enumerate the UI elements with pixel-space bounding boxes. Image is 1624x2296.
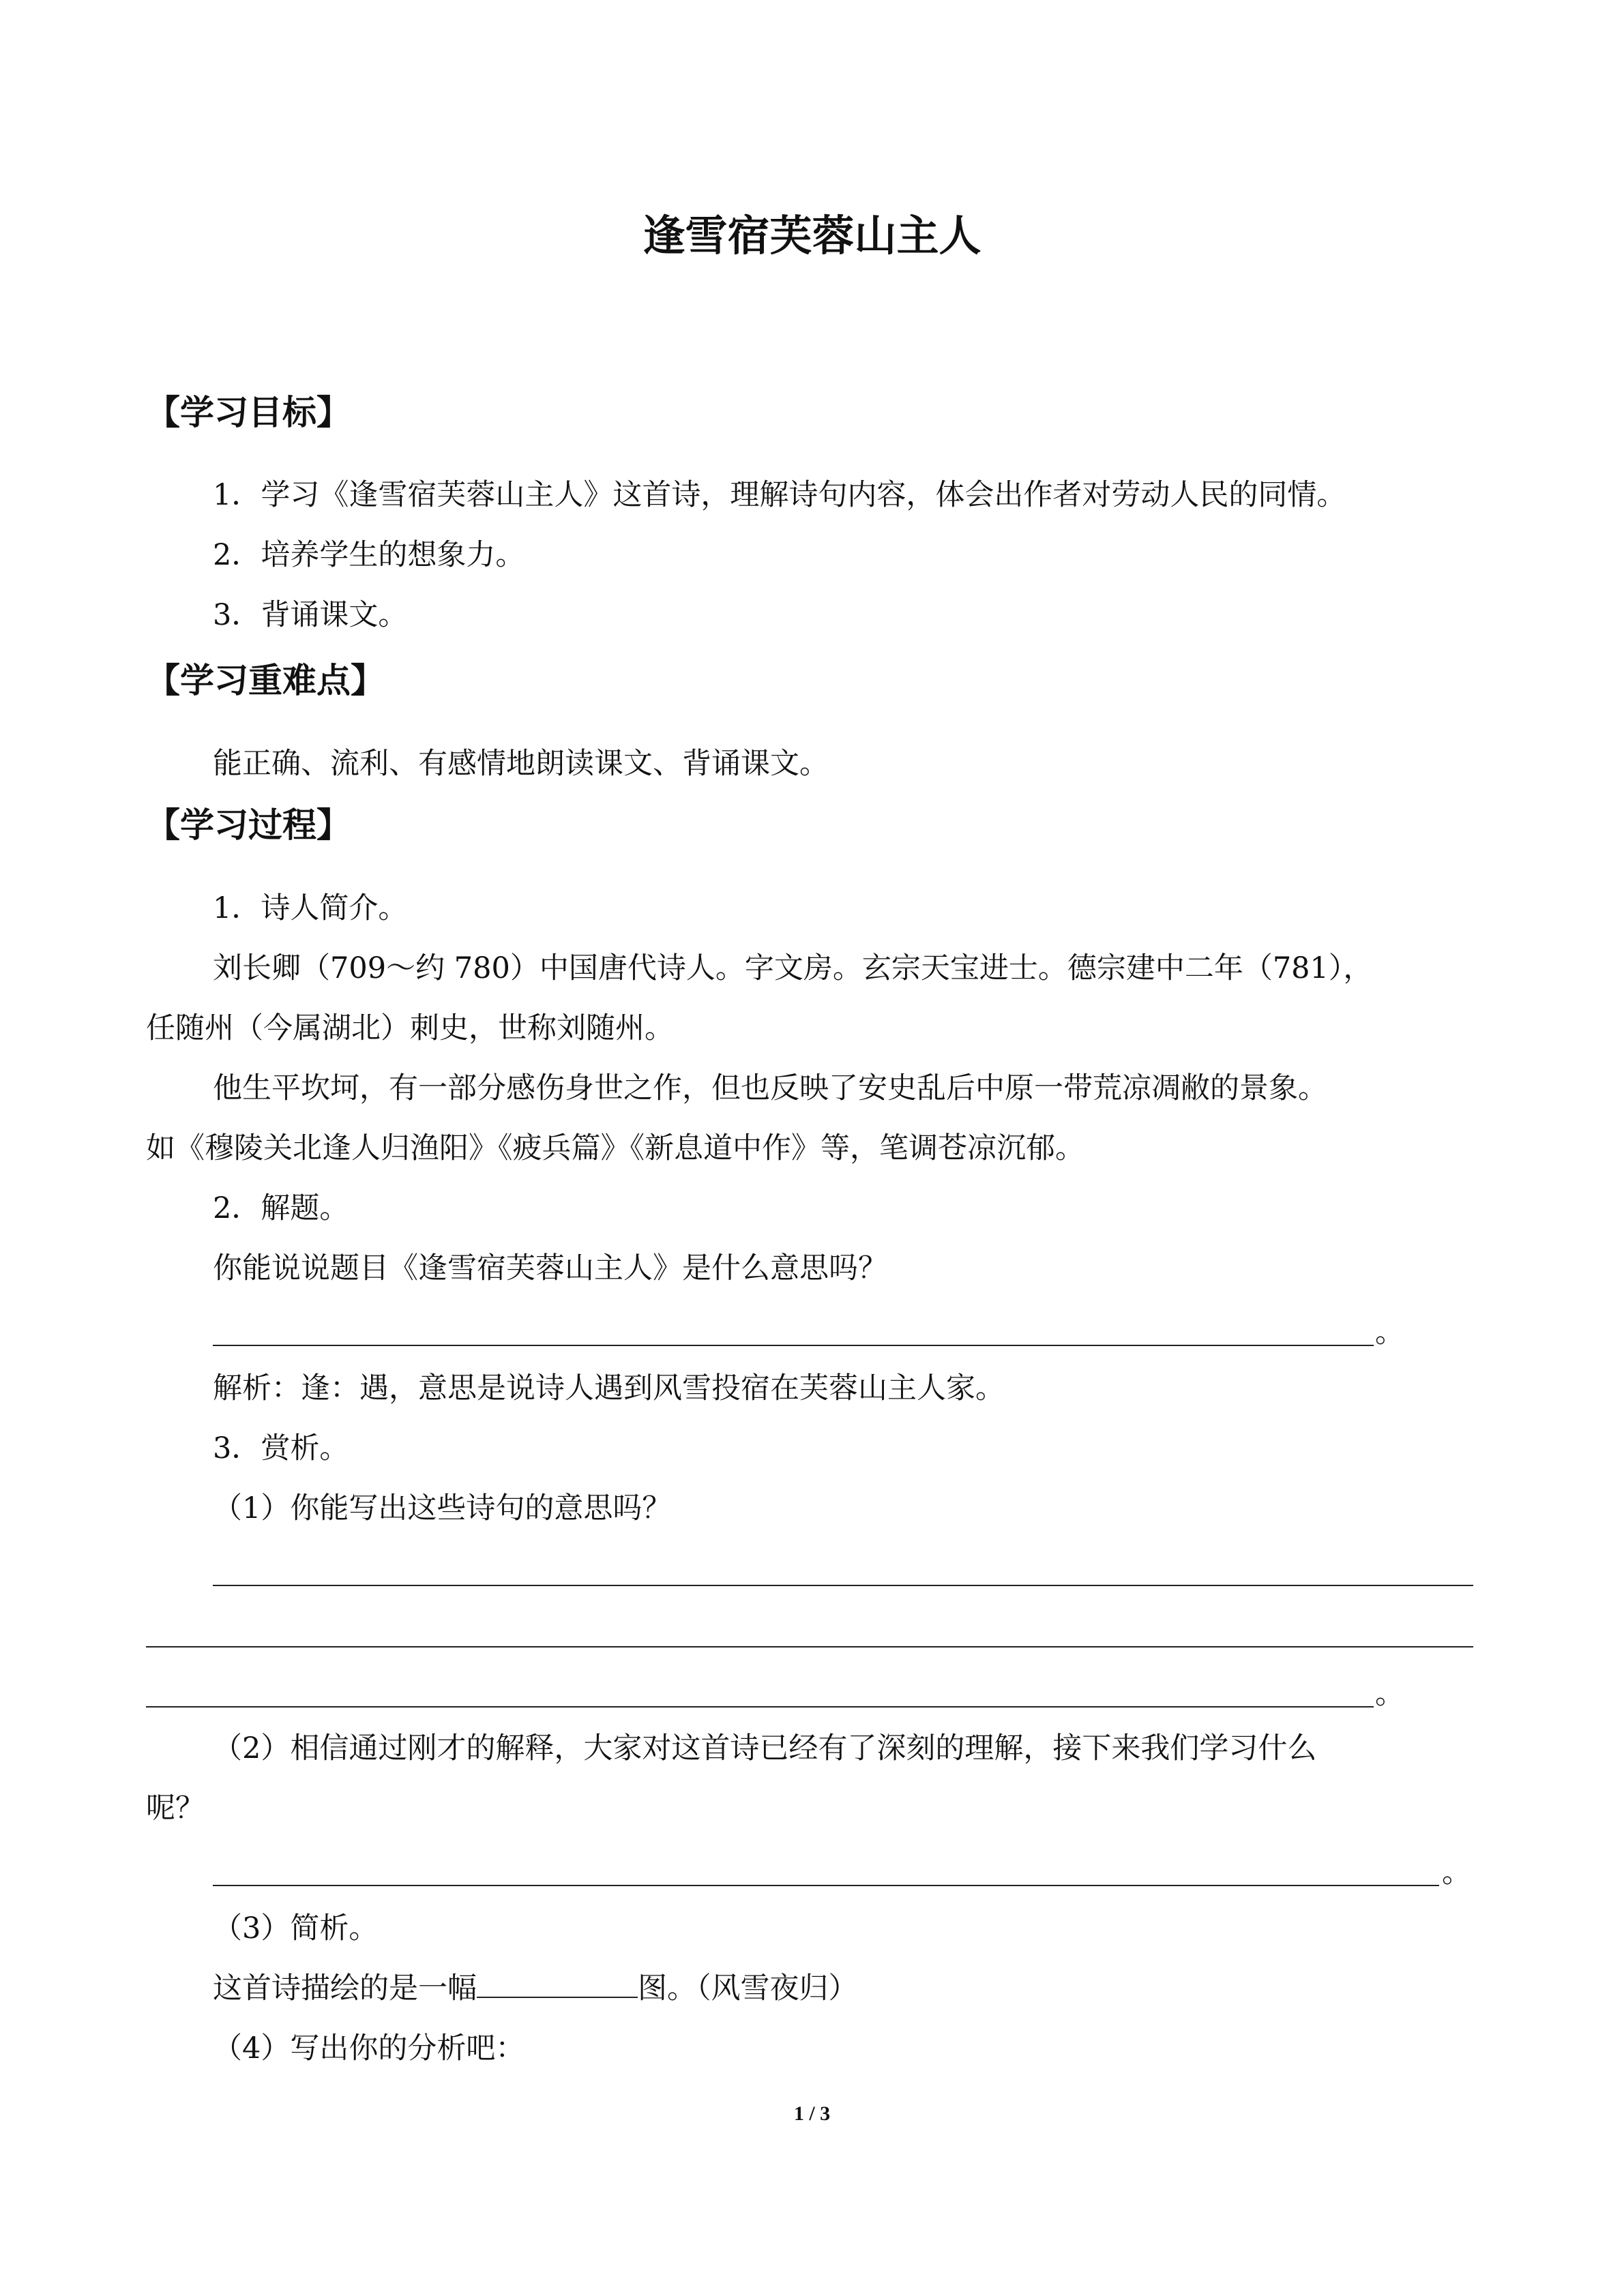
goal-item-1: 1．学习《逢雪宿芙蓉山主人》这首诗，理解诗句内容，体会出作者对劳动人民的同情。: [213, 478, 1346, 512]
key-points-text: 能正确、流利、有感情地朗读课文、背诵课文。: [213, 747, 829, 781]
answer-line-period: 。: [1375, 1315, 1404, 1350]
page-title: 逢雪宿芙蓉山主人: [643, 211, 981, 260]
poet-intro-heading: 1．诗人简介。: [213, 891, 408, 925]
goal-item-2: 2．培养学生的想象力。: [213, 538, 525, 572]
question-3-fill-sentence: [213, 1967, 858, 2010]
section-heading-process: 【学习过程】: [146, 805, 351, 845]
goal-item-3: 3．背诵课文。: [213, 598, 408, 632]
question-3: （3）简析。: [213, 1911, 379, 1945]
answer-line[interactable]: [213, 1885, 1439, 1886]
poet-intro-line: 刘长卿（709～约 780）中国唐代诗人。字文房。玄宗天宝进士。德宗建中二年（781），: [213, 951, 1373, 985]
fill-text-before: 这首诗描绘的是一幅: [213, 1971, 477, 2006]
poet-intro-line: 他生平坎坷，有一部分感伤身世之作，但也反映了安史乱后中原一带荒凉凋敝的景象。: [213, 1071, 1327, 1105]
answer-line[interactable]: [213, 1585, 1473, 1586]
answer-line-period: 。: [1375, 1677, 1404, 1711]
question-2-line: （2）相信通过刚才的解释，大家对这首诗已经有了深刻的理解，接下来我们学习什么: [213, 1731, 1317, 1765]
answer-line[interactable]: [146, 1646, 1473, 1648]
poet-intro-line: 任随州（今属湖北）刺史，世称刘随州。: [146, 1011, 674, 1045]
section-heading-goals: 【学习目标】: [146, 393, 351, 432]
poet-intro-line: 如《穆陵关北逢人归渔阳》《疲兵篇》《新息道中作》等，笔调苍凉沉郁。: [146, 1131, 1084, 1165]
title-explain-heading: 2．解题。: [213, 1191, 349, 1225]
answer-line[interactable]: [213, 1345, 1374, 1346]
appreciation-heading: 3．赏析。: [213, 1431, 349, 1465]
title-explain-answer: 解析：逢：遇，意思是说诗人遇到风雪投宿在芙蓉山主人家。: [213, 1371, 1005, 1405]
fill-blank[interactable]: [477, 1967, 638, 1998]
answer-line-period: 。: [1442, 1855, 1471, 1890]
title-explain-question: 你能说说题目《逢雪宿芙蓉山主人》是什么意思吗？: [213, 1251, 887, 1285]
fill-text-after: 图。（风雪夜归）: [638, 1971, 858, 2006]
page-number: 1 / 3: [793, 2102, 831, 2125]
question-1: （1）你能写出这些诗句的意思吗？: [213, 1491, 672, 1525]
answer-line[interactable]: [146, 1706, 1374, 1708]
section-heading-key-points: 【学习重难点】: [146, 661, 385, 700]
question-2-line: 呢？: [146, 1791, 205, 1825]
question-4: （4）写出你的分析吧：: [213, 2031, 525, 2066]
